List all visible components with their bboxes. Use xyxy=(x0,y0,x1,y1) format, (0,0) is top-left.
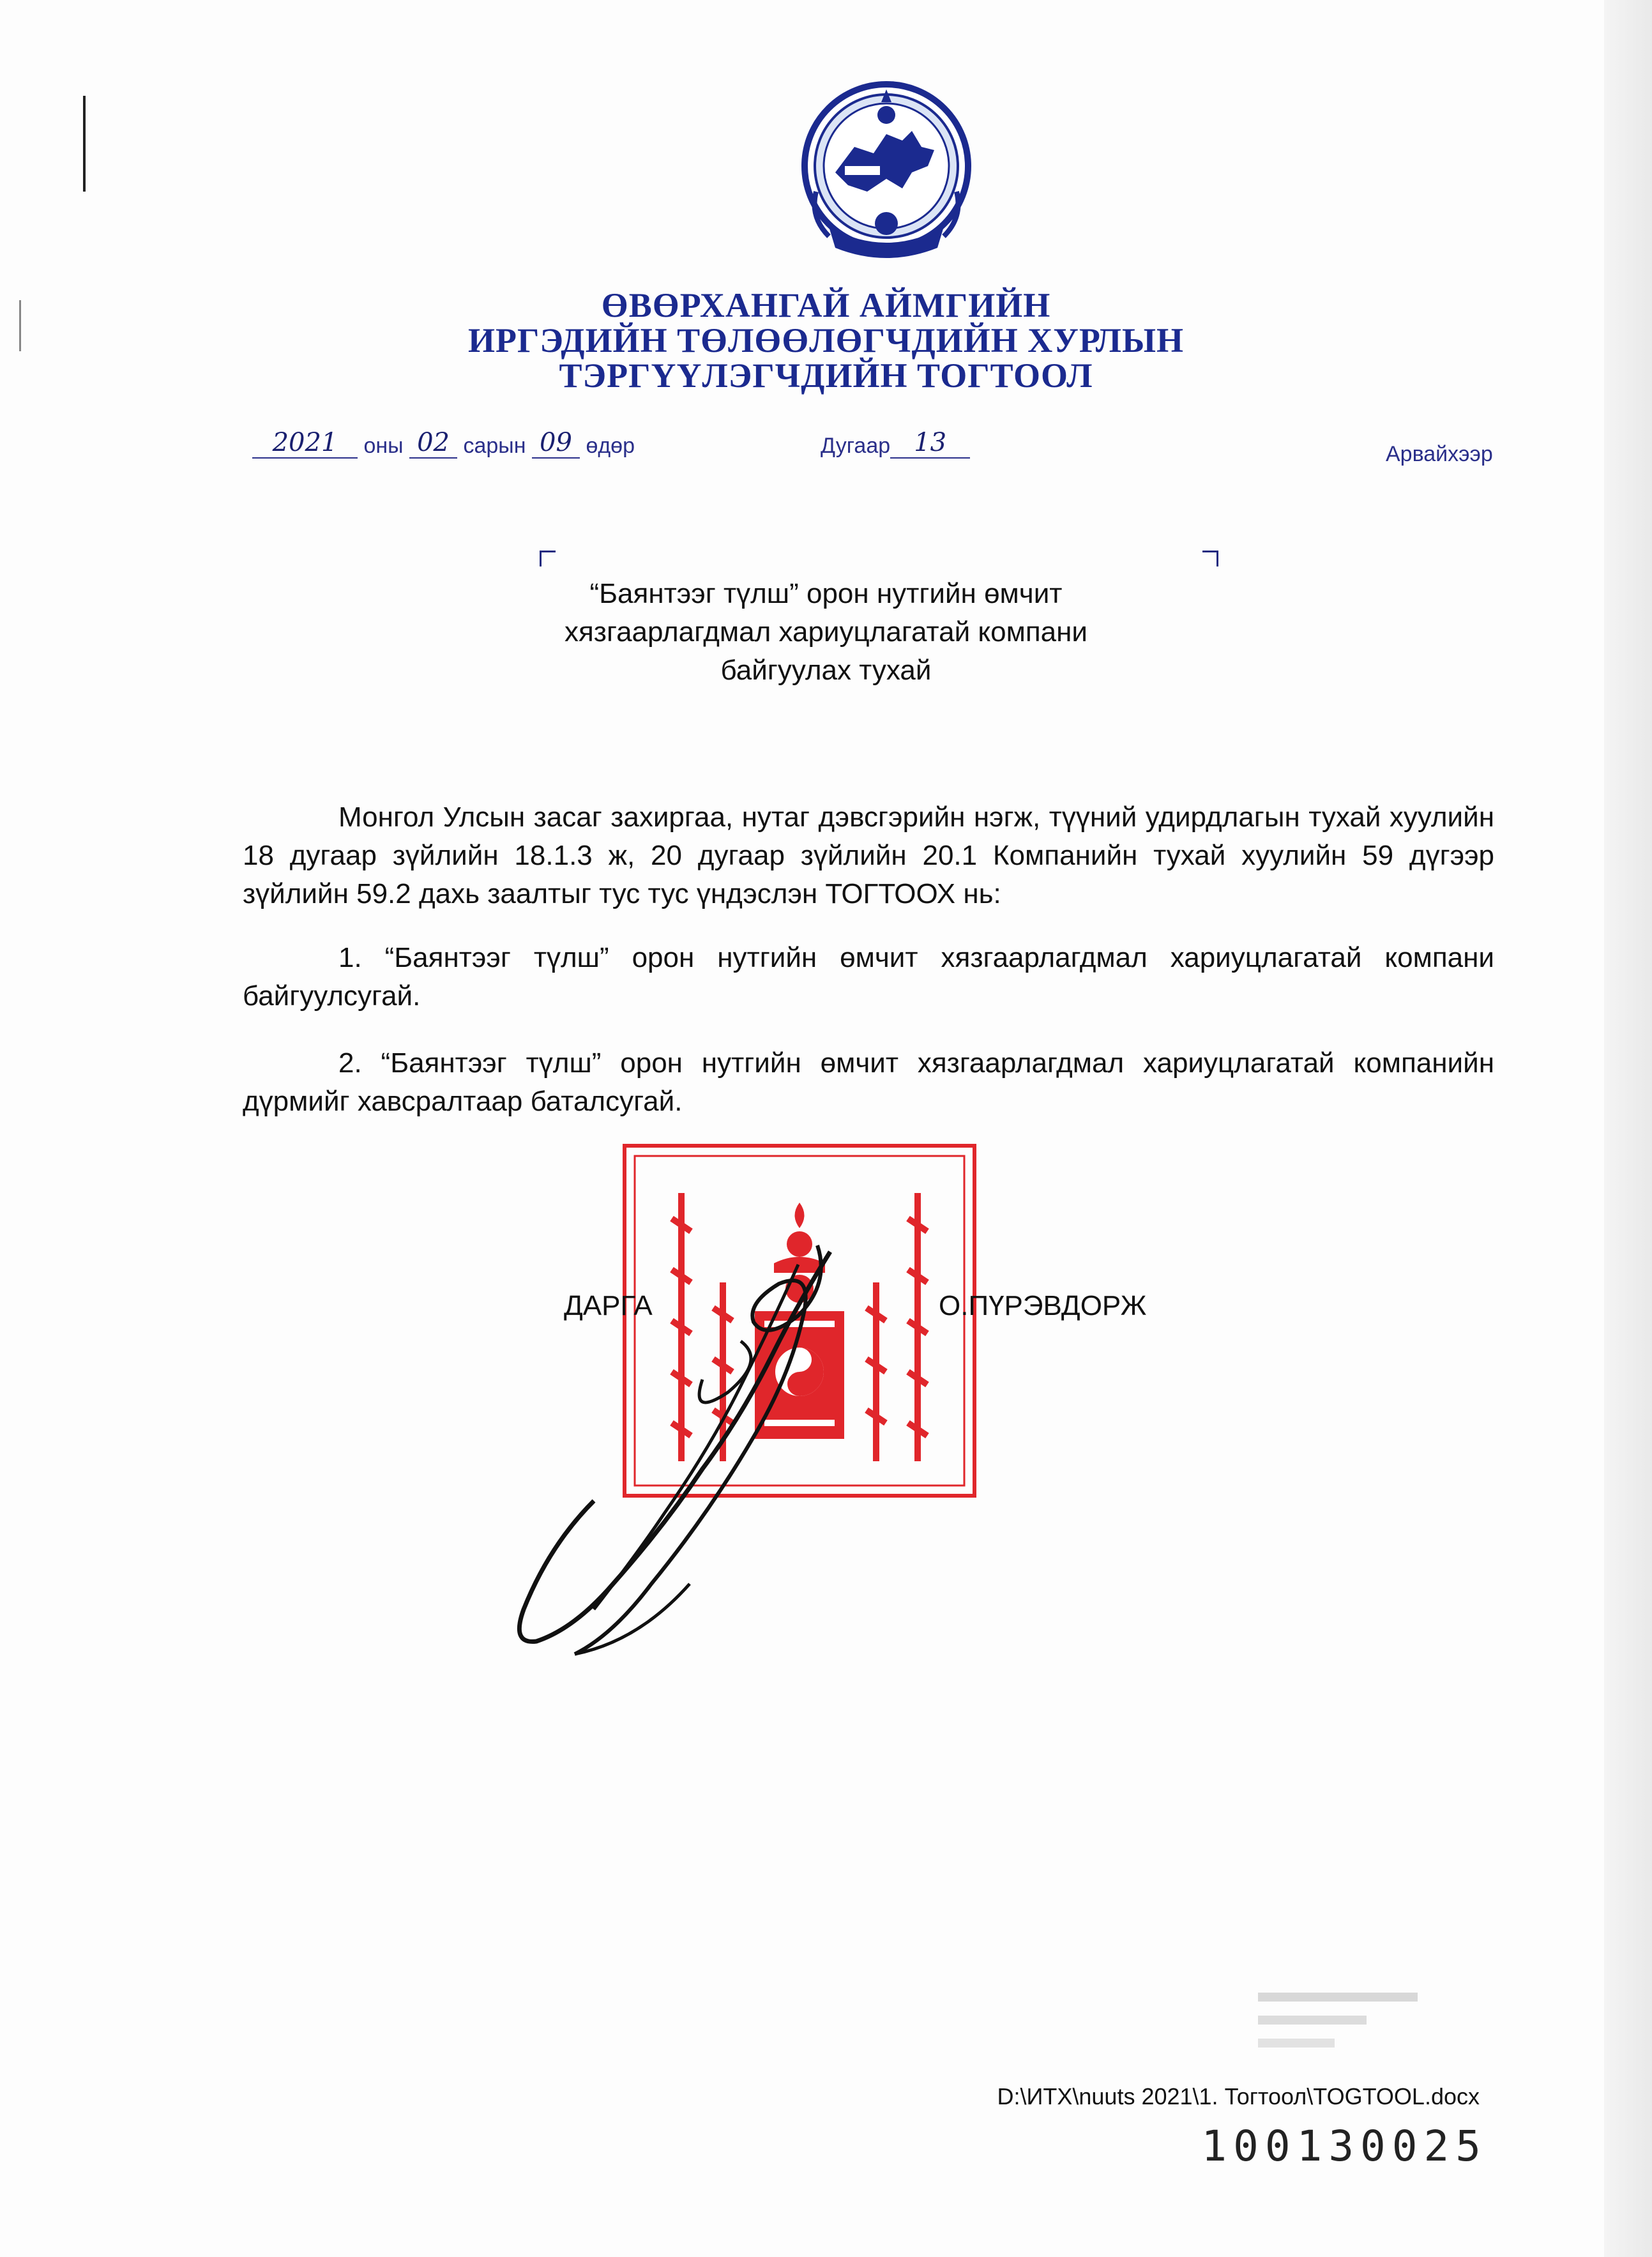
year-value: 2021 xyxy=(252,428,358,459)
number-field xyxy=(821,428,970,473)
faint-stamp-residue xyxy=(1252,1986,1430,2056)
subject-line-1: “Баянтээг түлш” орон нутгийн өмчит xyxy=(589,578,1063,609)
year-suffix: оны xyxy=(363,434,404,458)
preamble-paragraph: Монгол Улсын засаг захиргаа, нутаг дэвсгэрийн нэгж, түүний удирдлагын тухай хуулийн 18 дугаар зүйлийн 18.1.3 ж, 20 дугаар зүйлийн 20.1 Компанийн тухай хуулийн 59 дүгээр зүйлийн 59.2 дахь заалтыг тус тус үндэслэн ТОГТООХ нь: xyxy=(243,802,1494,909)
heading-line-3: ТЭРГҮҮЛЭГЧДИЙН ТОГТООЛ xyxy=(559,356,1093,395)
signatory-name: О.ПҮРЭВДОРЖ xyxy=(939,1290,1147,1321)
number-label: Дугаар xyxy=(821,434,891,458)
file-path: D:\ИТХ\nuuts 2021\1. Тогтоол\TOGTOOL.docx xyxy=(997,2083,1480,2109)
resolution-item-2: 2. “Баянтээг түлш” орон нутгийн өмчит хязгаарлагдмал хариуцлагатай компанийн дүрмийг хавсралтаар баталсугай. xyxy=(243,1047,1494,1117)
handwritten-signature xyxy=(498,1226,894,1673)
place-name: Арвайхээр xyxy=(1386,442,1493,466)
date-line xyxy=(252,428,635,473)
margin-mark xyxy=(83,96,86,192)
subject-line-3: байгуулах тухай xyxy=(720,655,932,686)
month-suffix: сарын xyxy=(463,434,526,458)
day-value: 09 xyxy=(532,428,580,459)
heading-line-2: ИРГЭДИЙН ТӨЛӨӨЛӨГЧДИЙН ХУРЛЫН xyxy=(467,321,1185,360)
signatory-title: ДАРГА xyxy=(564,1290,653,1321)
resolution-item-1: 1. “Баянтээг түлш” орон нутгийн өмчит хязгаарлагдмал хариуцлагатай компани байгуулсугай. xyxy=(243,942,1494,1012)
mongolia-emblem xyxy=(791,77,982,268)
heading-line-1: ӨВӨРХАНГАЙ АЙМГИЙН xyxy=(601,286,1051,324)
document-number: 100130025 xyxy=(1201,2122,1487,2171)
number-value: 13 xyxy=(890,428,970,459)
subject-bracket-left xyxy=(540,551,556,566)
day-suffix: өдөр xyxy=(586,434,635,458)
month-value: 02 xyxy=(409,428,457,459)
subject-line-2: хязгаарлагдмал хариуцлагатай компани xyxy=(564,616,1088,648)
subject-title xyxy=(0,575,1652,690)
subject-bracket-right xyxy=(1202,551,1218,566)
